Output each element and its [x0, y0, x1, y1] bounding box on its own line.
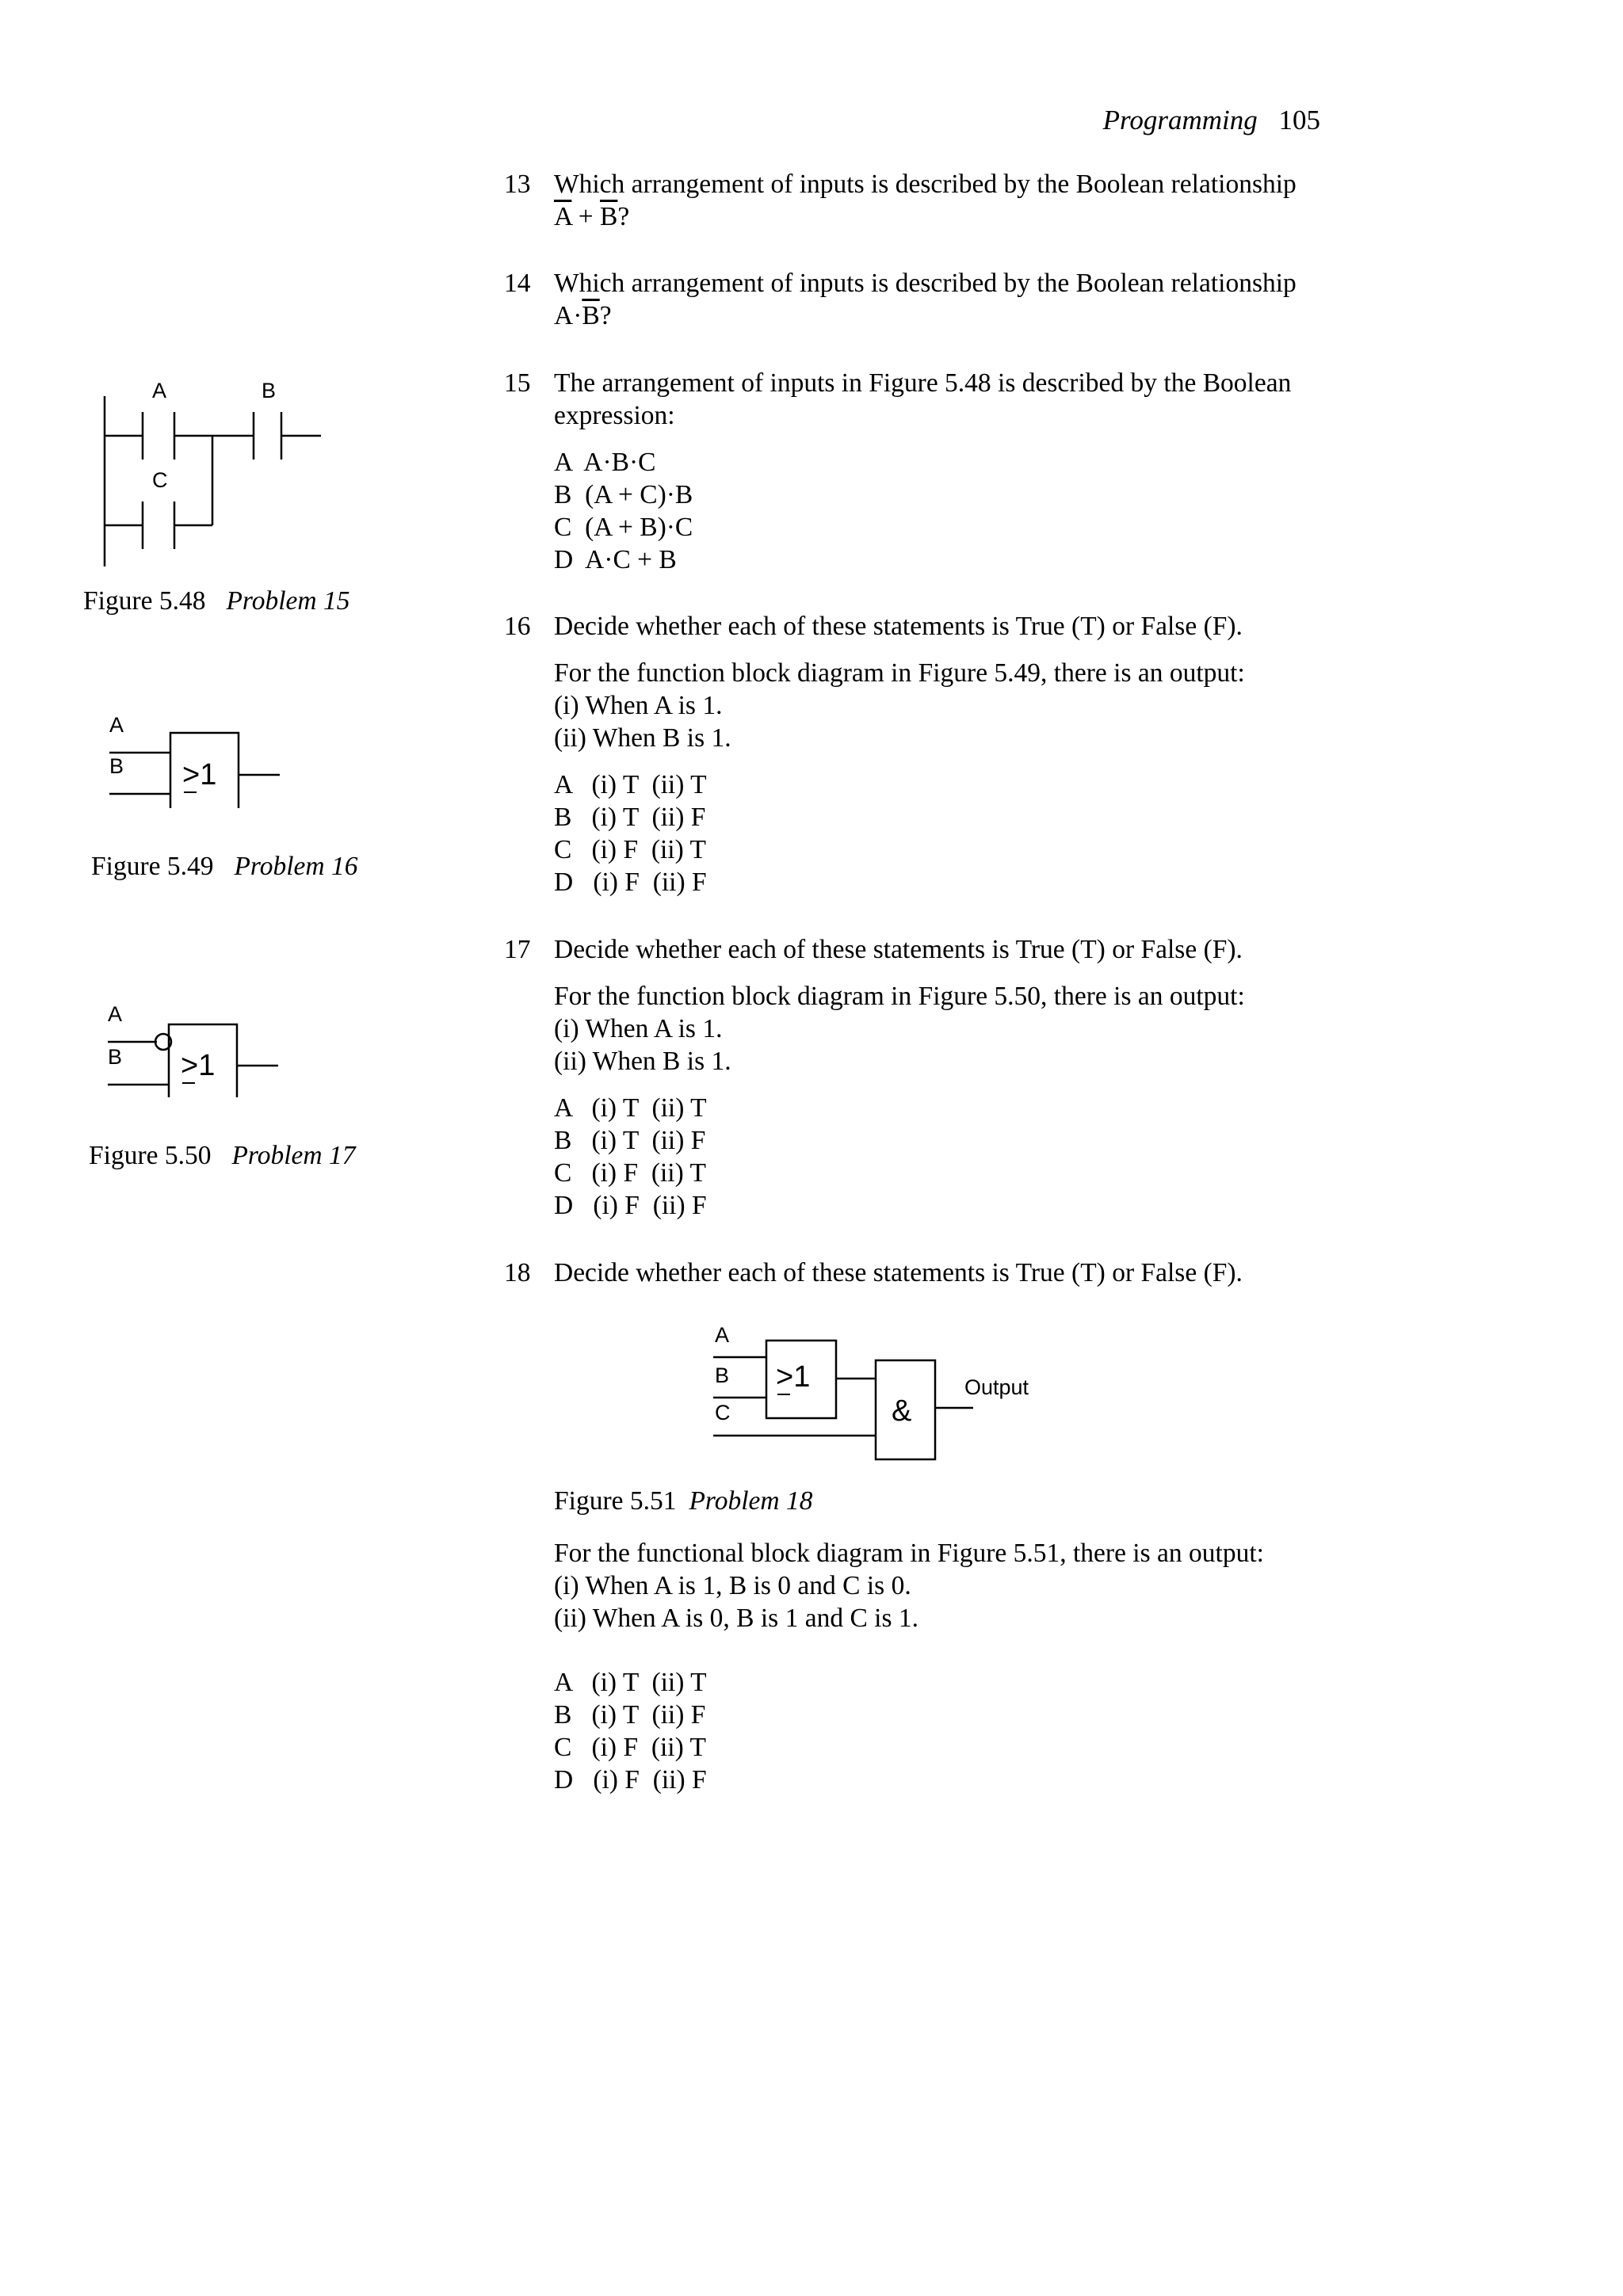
- answer-option: D (i) F (ii) F: [554, 1765, 707, 1794]
- problem-reference: Problem 16: [234, 852, 358, 881]
- answer-option: C (i) F (ii) T: [554, 1158, 707, 1188]
- question-text: Decide whether each of these statements is True (T) or False (F).: [554, 612, 1243, 641]
- question-13: [504, 168, 1328, 233]
- question-18-body: [504, 1537, 1328, 1796]
- question-number: 18: [504, 1258, 531, 1287]
- question-text: Decide whether each of these statements is True (T) or False (F).: [554, 1258, 1243, 1287]
- label-c: C: [152, 468, 168, 492]
- boolean-expression: [554, 299, 1328, 332]
- answer-option: C (i) F (ii) T: [554, 1733, 707, 1762]
- answer-option: A (i) T (ii) T: [554, 1668, 707, 1697]
- figure-number: Figure 5.49: [91, 852, 214, 881]
- answer-option: D A·C + B: [554, 545, 677, 574]
- answer-option: B (i) T (ii) F: [554, 803, 706, 832]
- expr-end: ?: [617, 202, 630, 231]
- question-number: 13: [504, 170, 531, 199]
- label-a: A: [108, 1002, 123, 1026]
- problem-reference: Problem 15: [226, 586, 350, 616]
- problem-reference: Problem 18: [689, 1486, 813, 1516]
- answer-option: D (i) F (ii) F: [554, 868, 707, 897]
- answer-option: A (i) T (ii) T: [554, 770, 707, 799]
- running-header: [1103, 105, 1320, 136]
- label-a: A: [109, 713, 124, 737]
- question-text: Which arrangement of inputs is described by the Boolean relationship: [554, 170, 1296, 199]
- figure-5-51-caption: [554, 1486, 812, 1516]
- question-intro: (i) When A is 1.: [554, 1014, 723, 1043]
- question-text: The arrangement of inputs in Figure 5.48 is described by the Boolean: [554, 368, 1292, 398]
- section-title: Programming: [1102, 105, 1258, 135]
- question-18: [504, 1257, 1328, 1289]
- figure-5-49-or-gate-diagram: [103, 705, 293, 808]
- question-intro: (i) When A is 1.: [554, 691, 723, 720]
- expr-term: A: [554, 301, 574, 330]
- figure-5-50-or-gate-inverted-diagram: [101, 994, 292, 1097]
- figure-5-51-function-block-diagram: [709, 1315, 1058, 1466]
- question-number: 17: [504, 935, 531, 964]
- label-c: C: [715, 1401, 731, 1425]
- answer-option: B (i) T (ii) F: [554, 1126, 706, 1155]
- question-number: 14: [504, 269, 531, 298]
- answer-options: [554, 446, 1328, 576]
- label-b: B: [109, 754, 124, 778]
- question-15: [504, 367, 1328, 576]
- question-intro: For the function block diagram in Figure 5.50, there is an output:: [554, 982, 1245, 1011]
- figure-5-48-caption: [83, 586, 349, 616]
- expr-end: ?: [599, 301, 612, 330]
- answer-option: B (A + C)·B: [554, 480, 693, 509]
- page-number: 105: [1278, 105, 1320, 135]
- label-a: A: [152, 379, 167, 402]
- figure-5-49-caption: [91, 852, 357, 882]
- gate-symbol: >1: [181, 1049, 216, 1082]
- answer-option: D (i) F (ii) F: [554, 1191, 707, 1220]
- expr-operator: ·: [573, 301, 582, 330]
- question-intro: (ii) When B is 1.: [554, 1047, 731, 1076]
- answer-options: [554, 1092, 1328, 1222]
- question-intro: For the function block diagram in Figure 5.49, there is an output:: [554, 658, 1245, 688]
- question-16: [504, 610, 1328, 898]
- question-text: Decide whether each of these statements is True (T) or False (F).: [554, 935, 1243, 964]
- label-b: B: [108, 1045, 123, 1069]
- answer-option: C (A + B)·C: [554, 513, 693, 542]
- answer-option: A (i) T (ii) T: [554, 1093, 707, 1123]
- figure-number: Figure 5.50: [89, 1141, 212, 1170]
- figure-5-50-caption: [89, 1141, 355, 1171]
- and-gate-symbol: &: [892, 1394, 912, 1428]
- label-b: B: [262, 379, 277, 402]
- answer-options: [554, 769, 1328, 898]
- question-intro: (ii) When A is 0, B is 1 and C is 1.: [554, 1604, 919, 1633]
- label-a: A: [715, 1323, 730, 1347]
- figure-number: Figure 5.51: [554, 1486, 677, 1516]
- gate-symbol: >1: [182, 758, 217, 791]
- problem-reference: Problem 17: [231, 1141, 356, 1170]
- expr-term: $\overline{B}$: [600, 202, 618, 231]
- answer-option: B (i) T (ii) F: [554, 1700, 706, 1730]
- question-number: 16: [504, 612, 531, 641]
- question-text: Which arrangement of inputs is described by the Boolean relationship: [554, 269, 1296, 298]
- question-intro: (i) When A is 1, B is 0 and C is 0.: [554, 1571, 911, 1600]
- question-17: [504, 933, 1328, 1222]
- expr-operator: +: [571, 202, 601, 231]
- question-14: [504, 267, 1328, 332]
- question-intro: (ii) When B is 1.: [554, 723, 731, 753]
- output-label: Output: [964, 1375, 1029, 1399]
- boolean-expression: [554, 200, 1328, 233]
- expr-term: $\overline{A}$: [554, 202, 572, 231]
- expr-term: $\overline{B}$: [582, 301, 600, 330]
- question-number: 15: [504, 368, 531, 398]
- answer-option: C (i) F (ii) T: [554, 835, 707, 864]
- answer-option: A A·B·C: [554, 448, 656, 477]
- or-gate-symbol: >1: [776, 1360, 811, 1394]
- answer-options: [554, 1666, 1328, 1796]
- figure-5-48-ladder-diagram: [79, 372, 341, 578]
- question-text: expression:: [554, 401, 675, 430]
- label-b: B: [715, 1363, 730, 1387]
- question-intro: For the functional block diagram in Figure 5.51, there is an output:: [554, 1539, 1264, 1568]
- figure-number: Figure 5.48: [83, 586, 206, 616]
